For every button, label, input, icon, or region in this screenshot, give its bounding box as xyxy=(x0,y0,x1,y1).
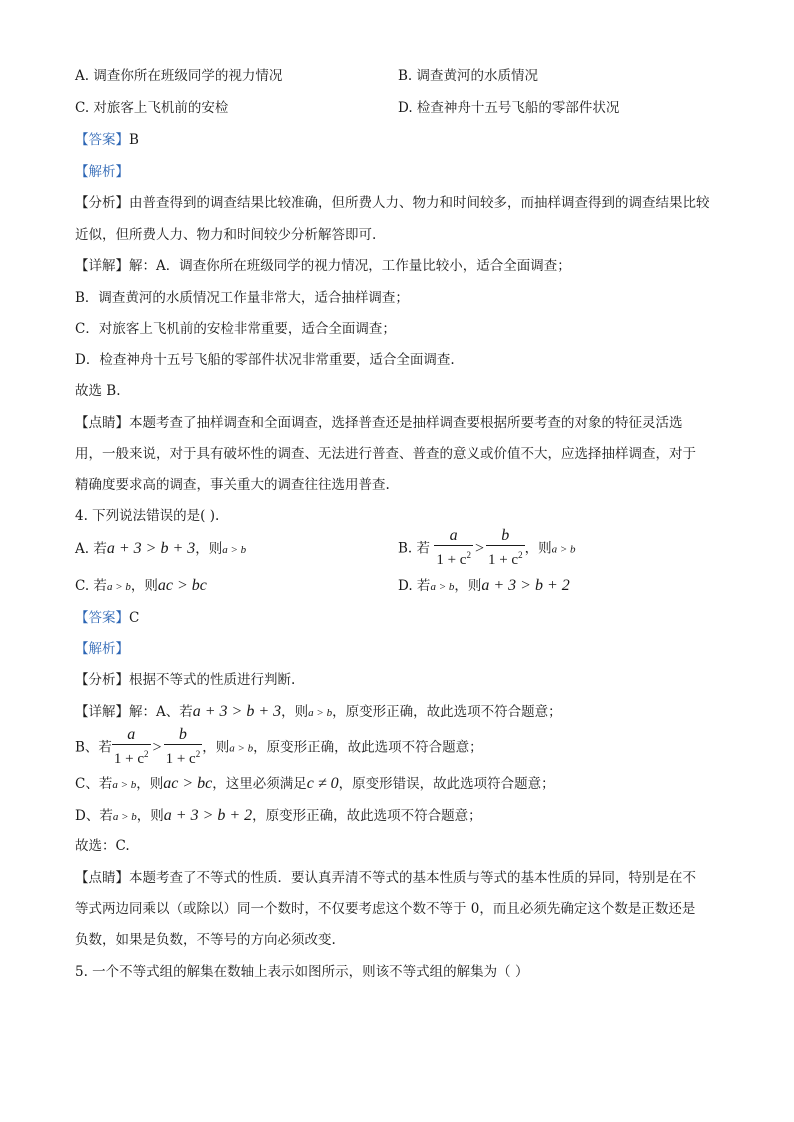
answer-tag: 【答案】 xyxy=(75,132,129,148)
math-expr: a + 3 > b + 3 xyxy=(192,703,282,720)
math-cond: a > b xyxy=(106,581,131,593)
q3-answer xyxy=(75,130,139,150)
q3-option-d: D. 检查神舟十五号飞船的零部件状况 xyxy=(398,100,620,116)
option-mid: ，则 xyxy=(454,578,482,594)
q4-dianjing-line-1 xyxy=(75,868,696,888)
q4-option-a xyxy=(75,539,246,560)
q4-xiangjie-a: 【详解】解：A、若a + 3 > b + 3，则a > b，原变形正确，故此选项不符合题意； xyxy=(75,703,562,720)
math-expr: ac > bc xyxy=(157,577,207,594)
fenxi-tag: 【分析】 xyxy=(75,195,129,211)
q4-xiangjie-c: C、若a > b，则ac > bc，这里必须满足c ≠ 0，原变形错误，故此选项符合题意； xyxy=(75,775,555,792)
dianjing-text: 本题考查了不等式的性质．要认真弄清不等式的基本性质与等式的基本性质的异同，特别是在不 xyxy=(129,870,696,886)
fenxi-text: 根据不等式的性质进行判断. xyxy=(129,672,296,688)
dianjing-text: 本题考查了抽样调查和全面调查，选择普查还是抽样调查要根据所要考查的对象的特征灵活选 xyxy=(129,415,683,431)
xiangjie-tag: 【详解】 xyxy=(75,704,129,720)
q4-dianjing-line-2: 等式两边同乘以（或除以）同一个数时，不仅要考虑这个数不等于 0，而且必须先确定这个数是正数还是 xyxy=(75,901,696,917)
q3-option-c: C. 对旅客上飞机前的安检 xyxy=(75,100,229,116)
math-cond: a > b xyxy=(112,811,137,823)
fraction-a xyxy=(434,527,473,569)
q4-answer xyxy=(75,608,139,628)
q4-xiangjie-b: B、若 $\frac{a}{1 + c^2}$ > $\frac{b}{1 + c^2}$ ，则a > b，原变形正确，故此选项不符合题意； xyxy=(75,726,483,767)
math-expr: ac > bc xyxy=(163,775,213,792)
math-cond: a > b xyxy=(430,581,455,593)
q4-option-d xyxy=(398,576,570,597)
frac-num: b xyxy=(501,527,510,544)
fenxi-tag: 【分析】 xyxy=(75,672,129,688)
math-cond: a > b xyxy=(112,779,137,791)
q3-option-b: B. 调查黄河的水质情况 xyxy=(398,68,539,84)
option-mid: ，则 xyxy=(524,540,552,557)
answer-value: C xyxy=(129,610,140,626)
dianjing-tag: 【点睛】 xyxy=(75,415,129,431)
math-expr: a + 3 > b + 2 xyxy=(163,807,253,824)
math-expr: c ≠ 0 xyxy=(306,775,339,792)
q4-analysis-tag: 【解析】 xyxy=(75,641,129,657)
q3-line-b: B．调查黄河的水质情况工作量非常大，适合抽样调查； xyxy=(75,290,409,306)
q3-fenxi-line-2: 近似，但所费人力、物力和时间较少分析解答即可. xyxy=(75,227,377,243)
q3-analysis-tag: 【解析】 xyxy=(75,164,129,180)
q3-line-c: C．对旅客上飞机前的安检非常重要，适合全面调查； xyxy=(75,321,396,337)
math-expr: a + 3 > b + 2 xyxy=(481,577,570,594)
fraction-a: $\frac{a}{1 + c^2}$ xyxy=(113,726,149,767)
frac-num: a xyxy=(449,527,458,544)
q4-option-b: B. 若 $\frac{a}{1 + c^2}$ > $\frac{b}{1 + c^2}$ ，则a > b xyxy=(398,527,576,568)
option-mid: ，则 xyxy=(130,578,158,594)
math-concl: a > b xyxy=(551,543,576,556)
q4-choose: 故选：C. xyxy=(75,838,130,854)
math-expr: a + 3 > b + 3 xyxy=(106,540,196,557)
q3-fenxi-line-1 xyxy=(75,193,710,213)
q5-stem: 5. 一个不等式组的解集在数轴上表示如图所示，则该不等式组的解集为（ ） xyxy=(75,964,529,980)
q3-line-d: D．检查神舟十五号飞船的零部件状况非常重要，适合全面调查. xyxy=(75,352,455,368)
q3-dianjing-line-3: 精确度要求高的调查，事关重大的调查往往选用普查. xyxy=(75,477,390,493)
option-mid: ，则 xyxy=(195,541,223,557)
dianjing-tag: 【点睛】 xyxy=(75,870,129,886)
fraction-b: $\frac{b}{1 + c^2}$ xyxy=(165,726,201,767)
xiangjie-tag: 【详解】 xyxy=(75,258,129,274)
option-prefix: B. 若 xyxy=(398,540,431,557)
option-prefix: D. 若 xyxy=(398,578,431,594)
math-concl: a > b xyxy=(308,707,333,719)
q3-xiangjie-line-1 xyxy=(75,256,571,276)
math-concl: a > b xyxy=(222,544,247,556)
q3-dianjing-line-2: 用，一般来说，对于具有破坏性的调查、无法进行普查、普查的意义或价值不大，应选择抽样调查，对于 xyxy=(75,446,696,462)
fraction-b xyxy=(486,527,525,569)
frac-den: $1 + c^2$ xyxy=(486,545,525,569)
option-prefix: A. 若 xyxy=(75,541,107,557)
answer-value: B xyxy=(129,132,139,148)
fenxi-text: 由普查得到的调查结果比较准确，但所费人力、物力和时间较多，而抽样调查得到的调查结果比较 xyxy=(129,195,710,211)
xiangjie-text: 解：A．调查你所在班级同学的视力情况，工作量比较小，适合全面调查； xyxy=(129,258,571,274)
q4-dianjing-line-3: 负数，如果是负数，不等号的方向必须改变. xyxy=(75,932,336,948)
q4-option-c xyxy=(75,576,207,597)
option-prefix: C. 若 xyxy=(75,578,107,594)
frac-den: $1 + c^2$ xyxy=(434,545,473,569)
q3-dianjing-line-1 xyxy=(75,413,683,433)
q4-fenxi xyxy=(75,670,295,690)
q3-choose: 故选 B. xyxy=(75,383,121,399)
q4-xiangjie-d: D、若a > b，则a + 3 > b + 2，原变形正确，故此选项不符合题意； xyxy=(75,807,482,824)
answer-tag: 【答案】 xyxy=(75,610,129,626)
q4-stem: 4. 下列说法错误的是( ). xyxy=(75,508,220,524)
q3-option-a: A. 调查你所在班级同学的视力情况 xyxy=(75,68,283,84)
math-concl: a > b xyxy=(229,742,254,755)
